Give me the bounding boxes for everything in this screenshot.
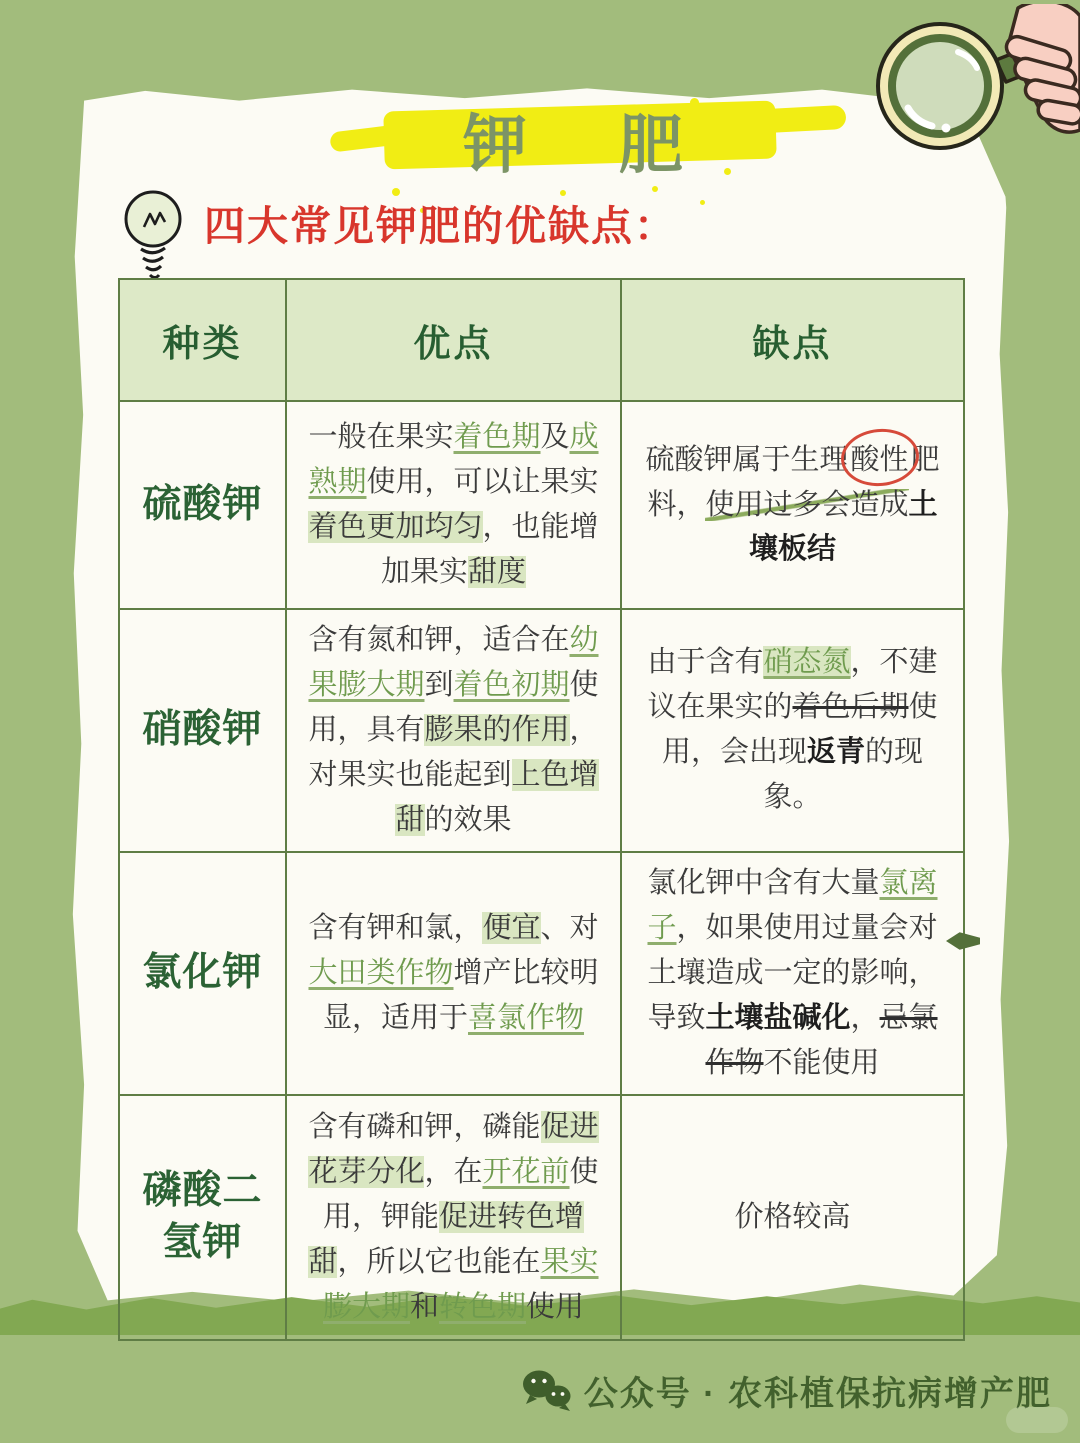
text-segment: 使用，会出现 (661, 691, 938, 769)
text-segment: 使用，钾能 (322, 1155, 599, 1233)
text-segment: 大田类作物 (308, 956, 454, 989)
section-heading: 四大常见钾肥的优缺点： (204, 203, 677, 250)
text-segment: 土壤盐碱化 (705, 1001, 851, 1034)
paint-speck (690, 98, 699, 107)
text-segment: 甜度 (468, 555, 527, 588)
paint-speck (762, 148, 773, 158)
text-segment: 幼果膨大期 (308, 624, 599, 701)
text-segment: 的现象。 (763, 736, 924, 814)
text-segment: 着色初期 (453, 668, 570, 701)
text-segment: 硝态氮 (763, 646, 851, 679)
table-row (119, 1095, 964, 1340)
text-segment: 由于含有 (647, 646, 764, 679)
fertilizer-table-body (119, 401, 964, 1340)
cons-cell (621, 401, 964, 609)
text-segment: 肥料， (647, 443, 940, 521)
text-segment: 到 (424, 668, 454, 701)
text-segment: 、对 (540, 911, 599, 944)
text-segment: 氯离子 (647, 866, 938, 944)
text-segment: 着色期 (453, 421, 541, 454)
wechat-icon (522, 1369, 572, 1413)
cons-cell (621, 609, 964, 852)
text-segment: 增产比较明显，适用于 (322, 956, 599, 1034)
text-segment: 及 (540, 421, 570, 454)
title-banner (348, 92, 818, 192)
paint-speck (724, 168, 731, 175)
text-segment: ，如果使用过量会对土壤造成一定的影响，导致 (647, 911, 938, 1034)
text-segment: ，也能增加果实 (380, 511, 599, 588)
text-segment: 氯化钾中含有大量 (647, 866, 880, 899)
pros-cell (286, 609, 621, 852)
text-segment: 着色更加均匀 (308, 511, 483, 543)
text-segment: 忌氯作物 (705, 1001, 938, 1079)
page-title: 钾 肥 (463, 109, 703, 181)
fertilizer-type-cell: 硫酸钾 (119, 401, 286, 609)
text-segment: 返青 (806, 736, 865, 769)
table-header-row (119, 279, 964, 401)
text-segment: ，在 (424, 1155, 483, 1188)
magnifying-glass-illustration (850, 4, 1080, 176)
text-segment: 酸性 (848, 438, 910, 483)
text-segment: 的效果 (424, 803, 512, 836)
text-segment: 土壤板结 (748, 488, 938, 566)
text-segment: 硫酸钾属于生理 (645, 443, 849, 476)
text-segment: 转色期 (439, 1290, 527, 1323)
text-segment: 成熟期 (308, 421, 599, 499)
text-segment: 含有氮和钾，适合在 (308, 624, 570, 656)
text-segment: 果实膨大期 (322, 1245, 599, 1323)
text-segment: ，不建议在果实的 (647, 646, 938, 724)
watermark-badge (1006, 1407, 1068, 1433)
text-segment: 一般在果实 (308, 421, 454, 454)
column-header-2: 缺点 (621, 279, 964, 401)
text-segment: ，对果实也能起到 (308, 713, 599, 791)
table-row (119, 401, 964, 609)
fertilizer-type-cell: 氯化钾 (119, 852, 286, 1095)
paint-speck (806, 120, 813, 127)
footer-text: 公众号 · 农科植保抗病增产肥 (583, 1375, 1052, 1413)
text-segment: 促进花芽分化 (308, 1110, 599, 1188)
text-segment: 开花前 (482, 1155, 570, 1188)
text-segment: 和 (409, 1290, 439, 1323)
subtitle-row (118, 186, 677, 286)
fertilizer-type-cell: 硝酸钾 (119, 609, 286, 852)
text-segment: 促进转色增甜 (308, 1200, 585, 1278)
pros-cell (286, 401, 621, 609)
table-row (119, 609, 964, 852)
lightbulb-icon (118, 186, 190, 286)
text-segment: ， (850, 1001, 880, 1034)
text-segment: 使用，具有 (308, 668, 599, 746)
column-header-1: 优点 (286, 279, 621, 401)
text-segment: ，所以它也能在 (337, 1245, 541, 1278)
text-segment: 膨果的作用 (424, 713, 570, 746)
text-segment: 使用过多会造成 (705, 488, 909, 521)
text-segment: 使用 (526, 1290, 585, 1323)
cons-cell (621, 1095, 964, 1340)
fertilizer-comparison-table (118, 278, 965, 1341)
paint-speck (700, 200, 705, 205)
text-segment: 便宜 (482, 911, 541, 944)
pros-cell (286, 1095, 621, 1340)
footer (522, 1366, 1052, 1415)
text-segment: 价格较高 (734, 1200, 851, 1233)
cons-cell (621, 852, 964, 1095)
text-segment: 不能使用 (763, 1046, 880, 1079)
table-row (119, 852, 964, 1095)
text-segment: 使用，可以让果实 (366, 466, 599, 499)
text-segment: 着色后期 (792, 691, 909, 724)
pros-cell (286, 852, 621, 1095)
fertilizer-type-cell: 磷酸二氢钾 (119, 1095, 286, 1340)
text-segment: 含有钾和氯， (308, 911, 483, 944)
text-segment: 上色增甜 (395, 758, 599, 836)
column-header-0: 种类 (119, 279, 286, 401)
text-segment: 含有磷和钾，磷能 (308, 1110, 541, 1143)
text-segment: 喜氯作物 (468, 1001, 585, 1034)
